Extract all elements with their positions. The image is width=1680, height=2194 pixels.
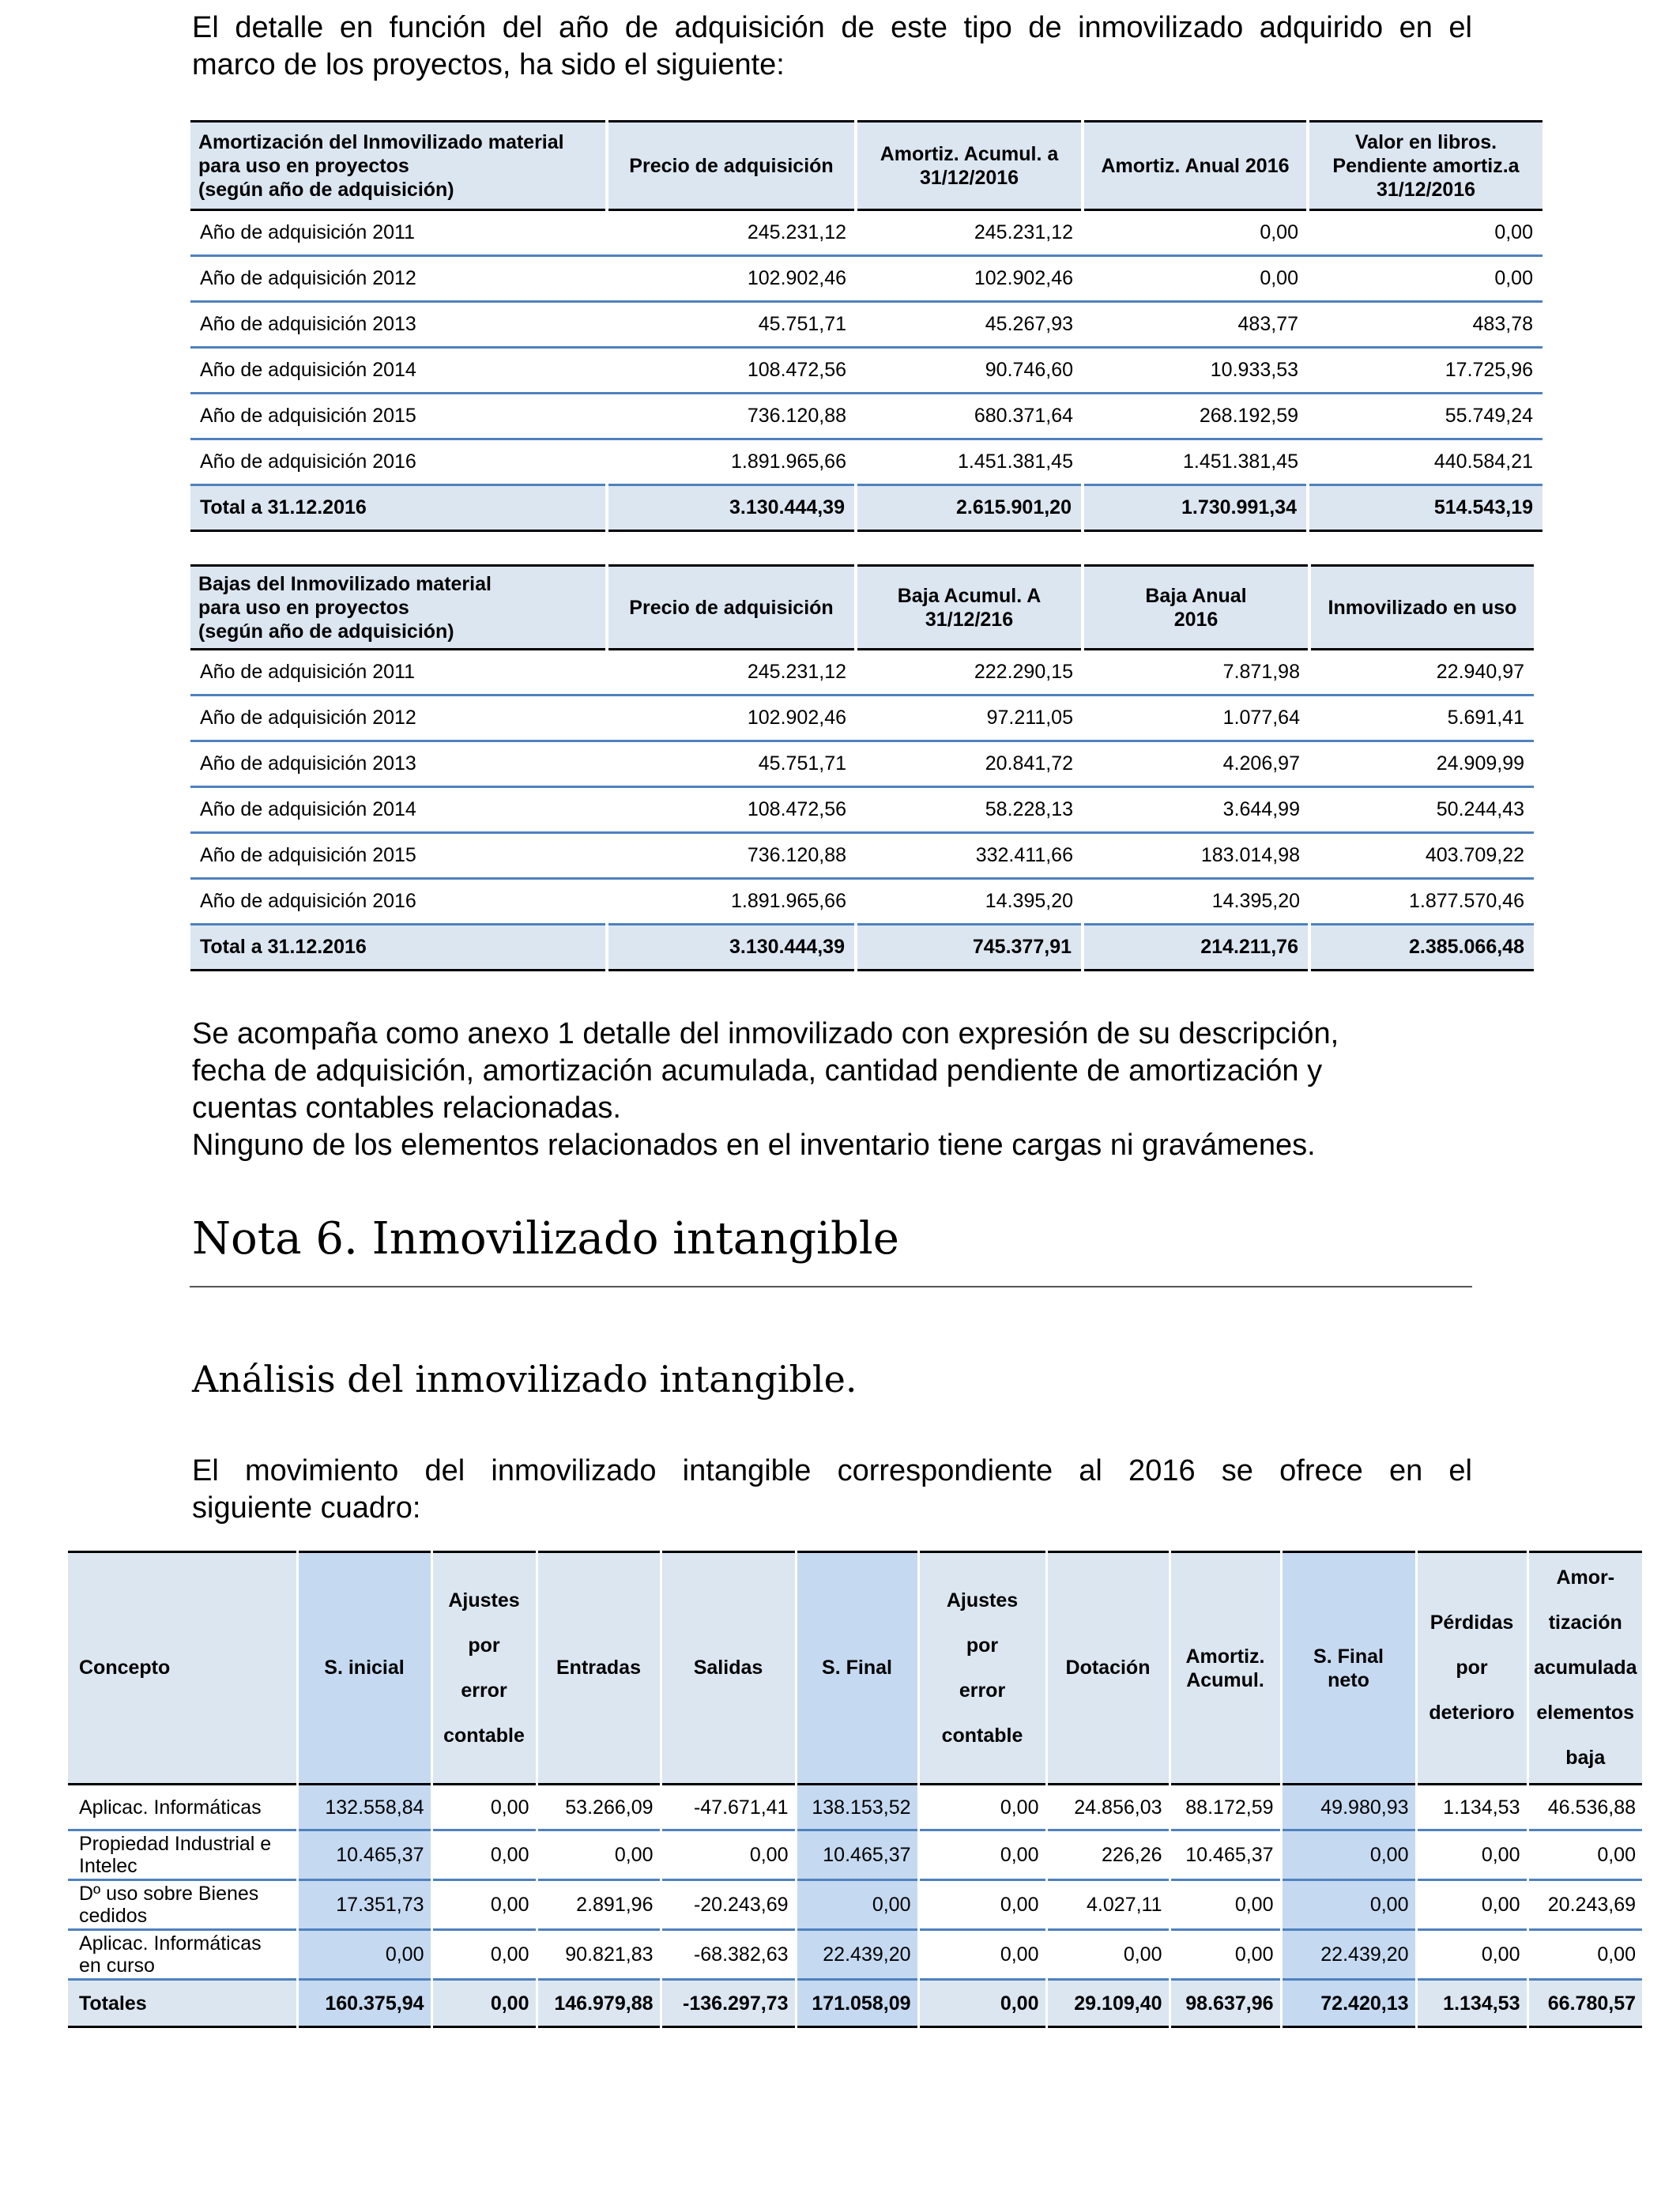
value-cell: 483,77: [1237, 313, 1298, 335]
value-cell: 1.891.965,66: [731, 450, 846, 473]
value-cell: 745.377,91: [856, 925, 1083, 971]
intangible-movement-table-body: [68, 1785, 1642, 2027]
value-cell: 1.134,53: [1416, 1785, 1527, 1830]
table-row: [190, 787, 1534, 833]
value-cell: 0,00: [297, 1930, 431, 1980]
table-header-row: [190, 122, 1543, 210]
value-cell: 736.120,88: [747, 405, 846, 427]
value-cell: 90.746,60: [985, 359, 1073, 381]
column-header: Amor- tización acumulada elementos baja: [1527, 1552, 1642, 1785]
value-cell: 440.584,21: [1433, 450, 1533, 473]
column-header: S. Final neto: [1281, 1552, 1416, 1785]
column-header: Entradas: [537, 1552, 661, 1785]
value-cell: 46.536,88: [1527, 1785, 1642, 1830]
value-cell: 226,26: [1046, 1830, 1170, 1880]
row-label-cell: Total a 31.12.2016: [190, 485, 607, 531]
value-cell: 0,00: [1170, 1880, 1281, 1930]
intangible-movement-table: [68, 1551, 1642, 2028]
row-label-cell: Total a 31.12.2016: [190, 925, 607, 971]
value-cell: 45.751,71: [758, 752, 846, 775]
column-header: Ajustes por error contable: [431, 1552, 537, 1785]
value-cell: 1.451.381,45: [958, 450, 1073, 473]
value-cell: 5.691,41: [1447, 707, 1524, 729]
intro-line: marco de los proyectos, ha sido el siguiente:: [192, 48, 785, 81]
value-cell: 268.192,59: [1199, 405, 1298, 427]
table-row: [190, 833, 1534, 879]
column-header: Precio de adquisición: [607, 566, 856, 650]
row-label-cell: Dº uso sobre Bienes cedidos: [79, 1883, 259, 1927]
value-cell: 2.385.066,48: [1309, 925, 1534, 971]
table-row: [190, 879, 1534, 925]
amortization-table-body: [190, 210, 1543, 531]
row-label-cell: Año de adquisición 2015: [200, 405, 416, 427]
value-cell: 483,78: [1472, 313, 1533, 335]
value-cell: 0,00: [1494, 267, 1533, 289]
value-cell: 680.371,64: [974, 405, 1073, 427]
value-cell: 0,00: [431, 1880, 537, 1930]
value-cell: 0,00: [1170, 1930, 1281, 1980]
value-cell: 66.780,57: [1527, 1980, 1642, 2027]
value-cell: 1.730.991,34: [1083, 485, 1308, 531]
value-cell: 214.211,76: [1083, 925, 1309, 971]
column-header: Ajustes por error contable: [918, 1552, 1046, 1785]
table-row: [190, 439, 1543, 485]
annex-line: Se acompaña como anexo 1 detalle del inmovilizado con expresión de su descripción,: [192, 1017, 1339, 1050]
value-cell: 0,00: [1046, 1930, 1170, 1980]
value-cell: 7.871,98: [1222, 661, 1300, 683]
value-cell: 2.615.901,20: [856, 485, 1083, 531]
value-cell: 0,00: [431, 1830, 537, 1880]
value-cell: 1.891.965,66: [731, 890, 846, 912]
value-cell: 0,00: [918, 1980, 1046, 2027]
value-cell: 183.014,98: [1200, 844, 1300, 866]
annex-line: Ninguno de los elementos relacionados en el inventario tiene cargas ni gravámenes.: [192, 1129, 1316, 1162]
value-cell: 22.940,97: [1436, 661, 1524, 683]
value-cell: 0,00: [1281, 1880, 1416, 1930]
value-cell: 222.290,15: [974, 661, 1073, 683]
value-cell: 45.751,71: [758, 313, 846, 335]
value-cell: 1.134,53: [1416, 1980, 1527, 2027]
table-row: [190, 302, 1543, 348]
table-total-row: [190, 925, 1534, 971]
row-label-cell: Año de adquisición 2012: [200, 707, 416, 729]
value-cell: 171.058,09: [796, 1980, 918, 2027]
value-cell: 0,00: [1527, 1830, 1642, 1880]
column-header: Precio de adquisición: [607, 122, 856, 210]
value-cell: 0,00: [918, 1880, 1046, 1930]
annex-paragraph: [192, 1016, 1535, 1164]
table-row: [190, 256, 1543, 302]
annex-line: cuentas contables relacionadas.: [192, 1091, 621, 1125]
value-cell: 3.130.444,39: [607, 485, 856, 531]
table-row: [190, 210, 1543, 256]
value-cell: 3.130.444,39: [607, 925, 856, 971]
column-header: Inmovilizado en uso: [1309, 566, 1534, 650]
value-cell: 53.266,09: [537, 1785, 661, 1830]
section-intro-paragraph-end: [192, 1490, 1472, 1527]
row-label-cell: Año de adquisición 2011: [200, 221, 415, 243]
table-total-row: [190, 485, 1543, 531]
row-label-cell: Año de adquisición 2012: [200, 267, 416, 289]
value-cell: 4.027,11: [1046, 1880, 1170, 1930]
value-cell: 245.231,12: [747, 221, 846, 243]
annex-line: fecha de adquisición, amortización acumulada, cantidad pendiente de amortización y: [192, 1054, 1323, 1088]
value-cell: 0,00: [918, 1785, 1046, 1830]
value-cell: 98.637,96: [1170, 1980, 1281, 2027]
value-cell: 102.902,46: [974, 267, 1073, 289]
intro-line: El detalle en función del año de adquisición de este tipo de inmovilizado adquirido en el: [192, 11, 1472, 44]
value-cell: 17.725,96: [1445, 359, 1533, 381]
value-cell: 14.395,20: [1211, 890, 1300, 912]
value-cell: 88.172,59: [1170, 1785, 1281, 1830]
value-cell: 0,00: [431, 1930, 537, 1980]
row-label-cell: Aplicac. Informáticas en curso: [79, 1932, 262, 1977]
value-cell: 138.153,52: [796, 1785, 918, 1830]
value-cell: 20.243,69: [1527, 1880, 1642, 1930]
value-cell: 10.933,53: [1210, 359, 1298, 381]
disposals-table-body: [190, 650, 1534, 971]
row-label-cell: Año de adquisición 2011: [200, 661, 415, 683]
value-cell: 1.077,64: [1222, 707, 1300, 729]
value-cell: 108.472,56: [747, 798, 846, 820]
value-cell: 10.465,37: [297, 1830, 431, 1880]
row-label-cell: Propiedad Industrial e Intelec: [79, 1833, 272, 1877]
row-label-cell: Aplicac. Informáticas: [79, 1796, 262, 1819]
value-cell: 108.472,56: [747, 359, 846, 381]
heading-rule: [190, 1286, 1472, 1287]
table-row: [190, 696, 1534, 741]
value-cell: 97.211,05: [986, 707, 1073, 729]
value-cell: 58.228,13: [985, 798, 1073, 820]
value-cell: 22.439,20: [796, 1930, 918, 1980]
value-cell: 0,00: [1494, 221, 1533, 243]
table-row: [190, 650, 1534, 696]
table-row: [68, 1930, 1642, 1980]
value-cell: 102.902,46: [747, 707, 846, 729]
column-header: Valor en libros. Pendiente amortiz.a 31/12/2016: [1308, 122, 1543, 210]
column-header: Amortiz. Anual 2016: [1083, 122, 1308, 210]
row-label-cell: Totales: [68, 1980, 297, 2027]
value-cell: 736.120,88: [747, 844, 846, 866]
section-intro-paragraph: [192, 1453, 1472, 1490]
row-label-cell: Año de adquisición 2013: [200, 752, 416, 775]
value-cell: -136.297,73: [661, 1980, 796, 2027]
column-header: Amortiz. Acumul. a 31/12/2016: [856, 122, 1083, 210]
table-row: [190, 348, 1543, 394]
value-cell: 0,00: [1416, 1830, 1527, 1880]
value-cell: 0,00: [537, 1830, 661, 1880]
value-cell: 90.821,83: [537, 1930, 661, 1980]
value-cell: 0,00: [918, 1930, 1046, 1980]
section-intro-line: siguiente cuadro:: [192, 1491, 421, 1525]
value-cell: 17.351,73: [297, 1880, 431, 1930]
value-cell: 245.231,12: [747, 661, 846, 683]
column-header: Baja Anual 2016: [1083, 566, 1309, 650]
column-header: Dotación: [1046, 1552, 1170, 1785]
value-cell: 10.465,37: [796, 1830, 918, 1880]
column-header: Baja Acumul. A 31/12/216: [856, 566, 1083, 650]
value-cell: 0,00: [918, 1830, 1046, 1880]
column-header: Bajas del Inmovilizado material para uso en proyectos (según año de adquisición): [190, 566, 607, 650]
value-cell: 0,00: [1416, 1880, 1527, 1930]
value-cell: 10.465,37: [1170, 1830, 1281, 1880]
column-header: Salidas: [661, 1552, 796, 1785]
value-cell: 332.411,66: [975, 844, 1073, 866]
value-cell: 1.877.570,46: [1409, 890, 1524, 912]
value-cell: 1.451.381,45: [1183, 450, 1298, 473]
value-cell: 72.420,13: [1281, 1980, 1416, 2027]
value-cell: 132.558,84: [297, 1785, 431, 1830]
value-cell: 146.979,88: [537, 1980, 661, 2027]
table-row: [68, 1880, 1642, 1930]
value-cell: 0,00: [1260, 267, 1298, 289]
section-intro-line: El movimiento del inmovilizado intangible correspondiente al 2016 se ofrece en el: [192, 1454, 1472, 1487]
row-label-cell: Año de adquisición 2014: [200, 359, 416, 381]
value-cell: 514.543,19: [1308, 485, 1543, 531]
value-cell: 0,00: [1281, 1830, 1416, 1880]
disposals-table: [190, 564, 1534, 971]
value-cell: 0,00: [796, 1880, 918, 1930]
value-cell: 22.439,20: [1281, 1930, 1416, 1980]
value-cell: 0,00: [1527, 1930, 1642, 1980]
table-row: [190, 741, 1534, 787]
value-cell: 0,00: [1416, 1930, 1527, 1980]
section-subheading: Análisis del inmovilizado intangible.: [192, 1358, 857, 1400]
value-cell: 0,00: [431, 1980, 537, 2027]
value-cell: 2.891,96: [537, 1880, 661, 1930]
table-total-row: [68, 1980, 1642, 2027]
amortization-table: [190, 120, 1543, 532]
row-label-cell: Año de adquisición 2016: [200, 890, 416, 912]
table-header-row: [190, 566, 1534, 650]
column-header: S. Final: [796, 1552, 918, 1785]
row-label-cell: Año de adquisición 2014: [200, 798, 416, 820]
column-header: S. inicial: [297, 1552, 431, 1785]
value-cell: 50.244,43: [1436, 798, 1524, 820]
section-heading: Nota 6. Inmovilizado intangible: [192, 1213, 899, 1265]
value-cell: 29.109,40: [1046, 1980, 1170, 2027]
row-label-cell: Año de adquisición 2015: [200, 844, 416, 866]
column-header: Pérdidas por deterioro: [1416, 1552, 1527, 1785]
value-cell: 24.856,03: [1046, 1785, 1170, 1830]
value-cell: 20.841,72: [985, 752, 1073, 775]
value-cell: 3.644,99: [1222, 798, 1300, 820]
value-cell: 55.749,24: [1445, 405, 1533, 427]
value-cell: 0,00: [661, 1830, 796, 1880]
column-header: Concepto: [68, 1552, 297, 1785]
intro-paragraph: [192, 9, 1472, 47]
table-row: [68, 1785, 1642, 1830]
row-label-cell: Año de adquisición 2013: [200, 313, 416, 335]
value-cell: 0,00: [1260, 221, 1298, 243]
table-header-row: [68, 1552, 1642, 1785]
value-cell: 24.909,99: [1436, 752, 1524, 775]
value-cell: 4.206,97: [1222, 752, 1300, 775]
column-header: Amortiz. Acumul.: [1170, 1552, 1281, 1785]
intro-paragraph-end: [192, 47, 1472, 84]
value-cell: -47.671,41: [661, 1785, 796, 1830]
column-header: Amortización del Inmovilizado material para uso en proyectos (según año de adquisición): [190, 122, 607, 210]
value-cell: 45.267,93: [985, 313, 1073, 335]
value-cell: 245.231,12: [974, 221, 1073, 243]
value-cell: 160.375,94: [297, 1980, 431, 2027]
value-cell: 102.902,46: [747, 267, 846, 289]
value-cell: 49.980,93: [1281, 1785, 1416, 1830]
row-label-cell: Año de adquisición 2016: [200, 450, 416, 473]
value-cell: 0,00: [431, 1785, 537, 1830]
value-cell: 403.709,22: [1425, 844, 1524, 866]
table-row: [68, 1830, 1642, 1880]
value-cell: 14.395,20: [985, 890, 1073, 912]
table-row: [190, 394, 1543, 439]
value-cell: -68.382,63: [661, 1930, 796, 1980]
value-cell: -20.243,69: [661, 1880, 796, 1930]
